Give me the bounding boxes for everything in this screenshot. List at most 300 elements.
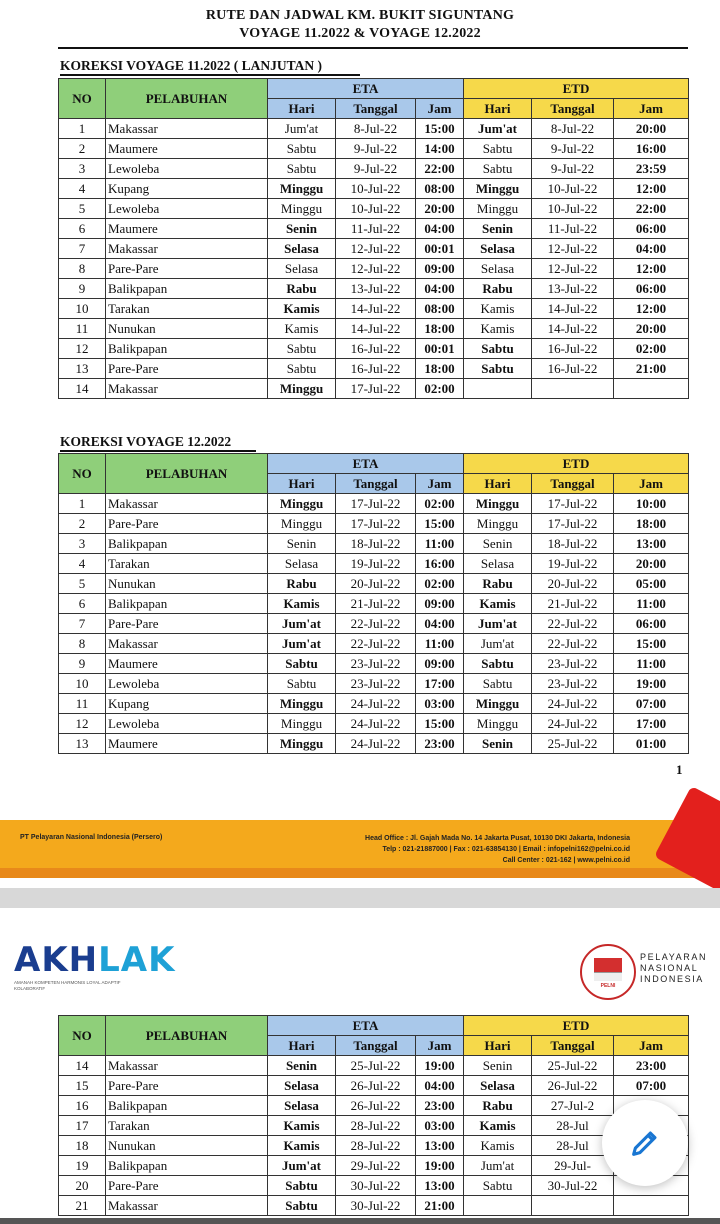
cell-port: Nunukan (106, 1136, 268, 1156)
header-etd: ETD (464, 1016, 689, 1036)
cell-eta-date: 22-Jul-22 (336, 614, 416, 634)
cell-etd-time: 07:00 (614, 694, 689, 714)
header-eta-time: Jam (416, 99, 464, 119)
cell-etd-day: Sabtu (464, 359, 532, 379)
cell-eta-day: Selasa (268, 1096, 336, 1116)
cell-eta-day: Sabtu (268, 1176, 336, 1196)
cell-eta-time: 02:00 (416, 574, 464, 594)
cell-no: 6 (59, 219, 106, 239)
cell-etd-date: 11-Jul-22 (532, 219, 614, 239)
cell-eta-time: 03:00 (416, 694, 464, 714)
cell-etd-time: 19:00 (614, 674, 689, 694)
cell-no: 13 (59, 734, 106, 754)
akhlak-logo (14, 942, 175, 978)
cell-no: 10 (59, 299, 106, 319)
table-row (59, 279, 689, 299)
cell-eta-date: 10-Jul-22 (336, 179, 416, 199)
cell-eta-day: Sabtu (268, 674, 336, 694)
cell-etd-time: 07:00 (614, 1076, 689, 1096)
pelni-emblem-label: PELNI (600, 983, 616, 989)
cell-etd-day: Jum'at (464, 614, 532, 634)
cell-etd-day: Minggu (464, 199, 532, 219)
table-row (59, 379, 689, 399)
cell-eta-time: 11:00 (416, 534, 464, 554)
cell-port: Lewoleba (106, 199, 268, 219)
cell-etd-date: 14-Jul-22 (532, 319, 614, 339)
cell-eta-time: 09:00 (416, 654, 464, 674)
cell-etd-time: 23:00 (614, 1056, 689, 1076)
table-row (59, 614, 689, 634)
cell-etd-time (614, 379, 689, 399)
cell-etd-day: Minggu (464, 694, 532, 714)
cell-eta-time: 16:00 (416, 554, 464, 574)
cell-eta-time: 08:00 (416, 179, 464, 199)
cell-etd-time: 22:00 (614, 199, 689, 219)
cell-etd-day: Minggu (464, 494, 532, 514)
cell-no: 4 (59, 554, 106, 574)
table-row (59, 259, 689, 279)
cell-eta-date: 16-Jul-22 (336, 339, 416, 359)
cell-no: 7 (59, 614, 106, 634)
cell-no: 19 (59, 1156, 106, 1176)
cell-port: Nunukan (106, 319, 268, 339)
pelni-line2: NASIONAL (640, 963, 699, 973)
table-row (59, 199, 689, 219)
cell-port: Makassar (106, 379, 268, 399)
cell-etd-date (532, 1196, 614, 1216)
cell-etd-date: 29-Jul- (532, 1156, 614, 1176)
table-row (59, 339, 689, 359)
header-eta-day: Hari (268, 99, 336, 119)
cell-eta-day: Minggu (268, 379, 336, 399)
cell-eta-day: Sabtu (268, 1196, 336, 1216)
cell-eta-time: 21:00 (416, 1196, 464, 1216)
cell-port: Pare-Pare (106, 614, 268, 634)
header-etd-time: Jam (614, 1036, 689, 1056)
table-row (59, 1116, 689, 1136)
footer-contact (290, 833, 630, 866)
cell-port: Balikpapan (106, 534, 268, 554)
cell-eta-day: Minggu (268, 734, 336, 754)
cell-etd-day: Jum'at (464, 119, 532, 139)
header-eta-date: Tanggal (336, 1036, 416, 1056)
cell-etd-day: Minggu (464, 714, 532, 734)
cell-no: 3 (59, 534, 106, 554)
cell-eta-day: Sabtu (268, 359, 336, 379)
header-port: PELABUHAN (106, 79, 268, 119)
cell-no: 5 (59, 199, 106, 219)
cell-eta-time: 00:01 (416, 239, 464, 259)
cell-eta-time: 02:00 (416, 379, 464, 399)
cell-eta-date: 14-Jul-22 (336, 319, 416, 339)
cell-etd-date: 23-Jul-22 (532, 654, 614, 674)
table-row (59, 139, 689, 159)
cell-eta-day: Sabtu (268, 654, 336, 674)
cell-etd-date: 17-Jul-22 (532, 494, 614, 514)
pelni-flag-icon (594, 958, 622, 972)
cell-port: Balikpapan (106, 1096, 268, 1116)
cell-eta-time: 15:00 (416, 714, 464, 734)
cell-no: 10 (59, 674, 106, 694)
table-row (59, 674, 689, 694)
cell-port: Balikpapan (106, 1156, 268, 1176)
cell-etd-time: 12:00 (614, 179, 689, 199)
header-etd-date: Tanggal (532, 99, 614, 119)
cell-etd-date: 23-Jul-22 (532, 674, 614, 694)
cell-port: Makassar (106, 1056, 268, 1076)
cell-eta-date: 23-Jul-22 (336, 674, 416, 694)
cell-no: 12 (59, 714, 106, 734)
footer-band-accent (0, 868, 720, 878)
cell-no: 13 (59, 359, 106, 379)
cell-eta-date: 17-Jul-22 (336, 514, 416, 534)
cell-etd-day: Kamis (464, 594, 532, 614)
cell-etd-date: 17-Jul-22 (532, 514, 614, 534)
cell-eta-time: 20:00 (416, 199, 464, 219)
cell-eta-time: 15:00 (416, 514, 464, 534)
cell-port: Makassar (106, 119, 268, 139)
cell-etd-time (614, 1196, 689, 1216)
cell-etd-day: Sabtu (464, 339, 532, 359)
cell-etd-date: 27-Jul-2 (532, 1096, 614, 1116)
cell-eta-date: 25-Jul-22 (336, 1056, 416, 1076)
header-etd-day: Hari (464, 474, 532, 494)
footer-phone-email: Telp : 021-21887000 | Fax : 021-63854130 | Email : infopelni162@pelni.co.id (382, 846, 630, 853)
cell-eta-date: 26-Jul-22 (336, 1076, 416, 1096)
pelni-line3: INDONESIA (640, 974, 704, 984)
cell-port: Kupang (106, 179, 268, 199)
table-row (59, 179, 689, 199)
cell-etd-date: 30-Jul-22 (532, 1176, 614, 1196)
cell-etd-time: 12:00 (614, 259, 689, 279)
table-row (59, 159, 689, 179)
cell-etd-time: 17:00 (614, 714, 689, 734)
cell-port: Tarakan (106, 1116, 268, 1136)
cell-etd-day: Rabu (464, 1096, 532, 1116)
cell-eta-time: 08:00 (416, 299, 464, 319)
cell-eta-day: Selasa (268, 259, 336, 279)
header-etd-time: Jam (614, 99, 689, 119)
cell-port: Makassar (106, 1196, 268, 1216)
table-row (59, 219, 689, 239)
cell-eta-date: 26-Jul-22 (336, 1096, 416, 1116)
cell-etd-day: Kamis (464, 1136, 532, 1156)
cell-etd-day: Selasa (464, 554, 532, 574)
cell-etd-day: Sabtu (464, 1176, 532, 1196)
cell-eta-date: 11-Jul-22 (336, 219, 416, 239)
header-eta: ETA (268, 79, 464, 99)
cell-eta-time: 23:00 (416, 734, 464, 754)
cell-etd-time: 20:00 (614, 554, 689, 574)
cell-port: Balikpapan (106, 594, 268, 614)
cell-etd-day: Kamis (464, 1116, 532, 1136)
cell-eta-day: Kamis (268, 594, 336, 614)
cell-etd-time: 06:00 (614, 279, 689, 299)
cell-etd-date: 16-Jul-22 (532, 339, 614, 359)
schedule-table-voyage-12-continued (58, 1015, 689, 1216)
cell-etd-day: Sabtu (464, 139, 532, 159)
cell-etd-day: Sabtu (464, 674, 532, 694)
cell-port: Maumere (106, 654, 268, 674)
akhlak-tagline: AMANAH KOMPETEN HARMONIS LOYAL ADAPTIF KOLABORATIF (14, 980, 121, 991)
cell-etd-day: Senin (464, 734, 532, 754)
cell-eta-day: Kamis (268, 1116, 336, 1136)
cell-eta-date: 29-Jul-22 (336, 1156, 416, 1176)
cell-eta-day: Minggu (268, 199, 336, 219)
header-etd-date: Tanggal (532, 474, 614, 494)
cell-etd-day: Selasa (464, 239, 532, 259)
table-row (59, 1136, 689, 1156)
cell-port: Makassar (106, 239, 268, 259)
cell-etd-time: 05:00 (614, 574, 689, 594)
cell-etd-date: 10-Jul-22 (532, 199, 614, 219)
cell-eta-day: Senin (268, 534, 336, 554)
cell-no: 1 (59, 494, 106, 514)
pelni-wordmark (640, 952, 707, 985)
cell-eta-date: 28-Jul-22 (336, 1116, 416, 1136)
cell-etd-day: Kamis (464, 319, 532, 339)
cell-no: 11 (59, 319, 106, 339)
cell-etd-date (532, 379, 614, 399)
cell-port: Pare-Pare (106, 1076, 268, 1096)
cell-eta-time: 14:00 (416, 139, 464, 159)
cell-eta-day: Jum'at (268, 119, 336, 139)
page-number: 1 (676, 762, 683, 777)
cell-eta-time: 11:00 (416, 634, 464, 654)
cell-eta-time: 15:00 (416, 119, 464, 139)
cell-eta-day: Minggu (268, 494, 336, 514)
cell-etd-time: 06:00 (614, 219, 689, 239)
cell-eta-day: Jum'at (268, 1156, 336, 1176)
cell-no: 7 (59, 239, 106, 259)
cell-etd-day: Kamis (464, 299, 532, 319)
header-eta-time: Jam (416, 474, 464, 494)
cell-eta-date: 22-Jul-22 (336, 634, 416, 654)
pencil-icon (628, 1126, 662, 1160)
cell-eta-date: 17-Jul-22 (336, 379, 416, 399)
cell-etd-time: 04:00 (614, 239, 689, 259)
cell-etd-date: 10-Jul-22 (532, 179, 614, 199)
header-port: PELABUHAN (106, 1016, 268, 1056)
cell-eta-time: 13:00 (416, 1136, 464, 1156)
header-no: NO (59, 454, 106, 494)
cell-etd-time: 11:00 (614, 654, 689, 674)
header-eta: ETA (268, 454, 464, 474)
cell-etd-time: 20:00 (614, 119, 689, 139)
cell-eta-date: 28-Jul-22 (336, 1136, 416, 1156)
table-row (59, 1096, 689, 1116)
cell-eta-time: 04:00 (416, 1076, 464, 1096)
header-eta-time: Jam (416, 1036, 464, 1056)
cell-eta-date: 12-Jul-22 (336, 239, 416, 259)
cell-etd-date: 13-Jul-22 (532, 279, 614, 299)
cell-eta-day: Rabu (268, 279, 336, 299)
cell-eta-day: Jum'at (268, 634, 336, 654)
schedule-rows (59, 494, 689, 754)
cell-port: Makassar (106, 634, 268, 654)
table-row (59, 554, 689, 574)
cell-eta-day: Sabtu (268, 139, 336, 159)
cell-etd-time: 20:00 (614, 319, 689, 339)
section2-underline (60, 450, 256, 452)
cell-no: 6 (59, 594, 106, 614)
header-port: PELABUHAN (106, 454, 268, 494)
cell-eta-day: Kamis (268, 1136, 336, 1156)
cell-etd-day: Senin (464, 534, 532, 554)
cell-no: 8 (59, 259, 106, 279)
cell-etd-date: 14-Jul-22 (532, 299, 614, 319)
cell-etd-date: 9-Jul-22 (532, 139, 614, 159)
cell-no: 18 (59, 1136, 106, 1156)
cell-no: 21 (59, 1196, 106, 1216)
cell-port: Pare-Pare (106, 1176, 268, 1196)
cell-eta-date: 30-Jul-22 (336, 1176, 416, 1196)
cell-etd-day: Sabtu (464, 159, 532, 179)
table-row (59, 1196, 689, 1216)
cell-no: 5 (59, 574, 106, 594)
cell-etd-day (464, 1196, 532, 1216)
cell-eta-date: 14-Jul-22 (336, 299, 416, 319)
table-row (59, 734, 689, 754)
cell-etd-time: 16:00 (614, 139, 689, 159)
cell-eta-date: 9-Jul-22 (336, 159, 416, 179)
cell-etd-time: 13:00 (614, 534, 689, 554)
cell-eta-date: 24-Jul-22 (336, 714, 416, 734)
cell-eta-date: 13-Jul-22 (336, 279, 416, 299)
table-row (59, 359, 689, 379)
cell-etd-day: Minggu (464, 514, 532, 534)
table-row (59, 594, 689, 614)
table-row (59, 119, 689, 139)
cell-port: Maumere (106, 139, 268, 159)
cell-etd-time: 01:00 (614, 734, 689, 754)
cell-no: 15 (59, 1076, 106, 1096)
cell-port: Tarakan (106, 554, 268, 574)
cell-eta-time: 19:00 (416, 1056, 464, 1076)
cell-no: 2 (59, 514, 106, 534)
cell-no: 4 (59, 179, 106, 199)
cell-etd-day: Senin (464, 219, 532, 239)
cell-eta-time: 09:00 (416, 594, 464, 614)
cell-port: Maumere (106, 734, 268, 754)
cell-port: Lewoleba (106, 714, 268, 734)
cell-etd-date: 9-Jul-22 (532, 159, 614, 179)
table-row (59, 694, 689, 714)
cell-eta-date: 20-Jul-22 (336, 574, 416, 594)
cell-eta-date: 21-Jul-22 (336, 594, 416, 614)
cell-port: Maumere (106, 219, 268, 239)
cell-etd-date: 22-Jul-22 (532, 634, 614, 654)
header-eta: ETA (268, 1016, 464, 1036)
cell-eta-time: 13:00 (416, 1176, 464, 1196)
cell-etd-day (464, 379, 532, 399)
cell-etd-time: 15:00 (614, 634, 689, 654)
cell-eta-day: Selasa (268, 1076, 336, 1096)
cell-etd-day: Sabtu (464, 654, 532, 674)
cell-port: Pare-Pare (106, 514, 268, 534)
section2-heading: KOREKSI VOYAGE 12.2022 (60, 434, 232, 449)
akhlak-logo-part1: AKH (14, 940, 99, 980)
cell-eta-date: 18-Jul-22 (336, 534, 416, 554)
cell-eta-day: Kamis (268, 299, 336, 319)
cell-eta-day: Rabu (268, 574, 336, 594)
cell-eta-day: Minggu (268, 694, 336, 714)
cell-port: Tarakan (106, 299, 268, 319)
cell-etd-date: 21-Jul-22 (532, 594, 614, 614)
header-etd: ETD (464, 79, 689, 99)
header-etd-date: Tanggal (532, 1036, 614, 1056)
cell-eta-date: 12-Jul-22 (336, 259, 416, 279)
cell-port: Pare-Pare (106, 359, 268, 379)
header-no: NO (59, 1016, 106, 1056)
cell-etd-day: Selasa (464, 1076, 532, 1096)
header-etd-day: Hari (464, 99, 532, 119)
cell-etd-date: 25-Jul-22 (532, 734, 614, 754)
cell-port: Makassar (106, 494, 268, 514)
cell-no: 16 (59, 1096, 106, 1116)
table-row (59, 534, 689, 554)
footer-company: PT Pelayaran Nasional Indonesia (Persero) (20, 834, 163, 841)
cell-etd-day: Rabu (464, 279, 532, 299)
cell-eta-date: 8-Jul-22 (336, 119, 416, 139)
cell-port: Balikpapan (106, 279, 268, 299)
table-row (59, 634, 689, 654)
edit-button[interactable] (602, 1100, 688, 1186)
cell-eta-time: 22:00 (416, 159, 464, 179)
cell-eta-time: 18:00 (416, 359, 464, 379)
section1-underline (60, 74, 360, 76)
cell-no: 8 (59, 634, 106, 654)
cell-etd-time: 06:00 (614, 614, 689, 634)
cell-etd-date: 18-Jul-22 (532, 534, 614, 554)
schedule-table-voyage-11 (58, 78, 689, 399)
cell-no: 9 (59, 279, 106, 299)
cell-eta-date: 24-Jul-22 (336, 734, 416, 754)
cell-eta-day: Minggu (268, 179, 336, 199)
cell-eta-day: Minggu (268, 514, 336, 534)
pelni-emblem-icon (580, 944, 636, 1000)
cell-etd-date: 28-Jul (532, 1136, 614, 1156)
akhlak-logo-part2: LAK (98, 940, 176, 980)
header-etd: ETD (464, 454, 689, 474)
cell-etd-date: 19-Jul-22 (532, 554, 614, 574)
cell-eta-day: Selasa (268, 239, 336, 259)
cell-etd-date: 12-Jul-22 (532, 259, 614, 279)
header-eta-date: Tanggal (336, 474, 416, 494)
header-eta-day: Hari (268, 474, 336, 494)
cell-etd-time: 21:00 (614, 359, 689, 379)
cell-etd-day: Senin (464, 1056, 532, 1076)
cell-eta-date: 9-Jul-22 (336, 139, 416, 159)
cell-no: 14 (59, 379, 106, 399)
cell-etd-date: 24-Jul-22 (532, 714, 614, 734)
cell-eta-day: Sabtu (268, 159, 336, 179)
cell-etd-date: 22-Jul-22 (532, 614, 614, 634)
footer-head-office: Head Office : Jl. Gajah Mada No. 14 Jakarta Pusat, 10130 DKI Jakarta, Indonesia (365, 835, 630, 842)
cell-eta-day: Jum'at (268, 614, 336, 634)
cell-etd-time: 18:00 (614, 514, 689, 534)
cell-no: 20 (59, 1176, 106, 1196)
table-row (59, 494, 689, 514)
cell-no: 9 (59, 654, 106, 674)
cell-eta-date: 10-Jul-22 (336, 199, 416, 219)
cell-eta-time: 23:00 (416, 1096, 464, 1116)
cell-port: Nunukan (106, 574, 268, 594)
table-row (59, 239, 689, 259)
table-row (59, 1156, 689, 1176)
cell-no: 12 (59, 339, 106, 359)
table-row (59, 1056, 689, 1076)
